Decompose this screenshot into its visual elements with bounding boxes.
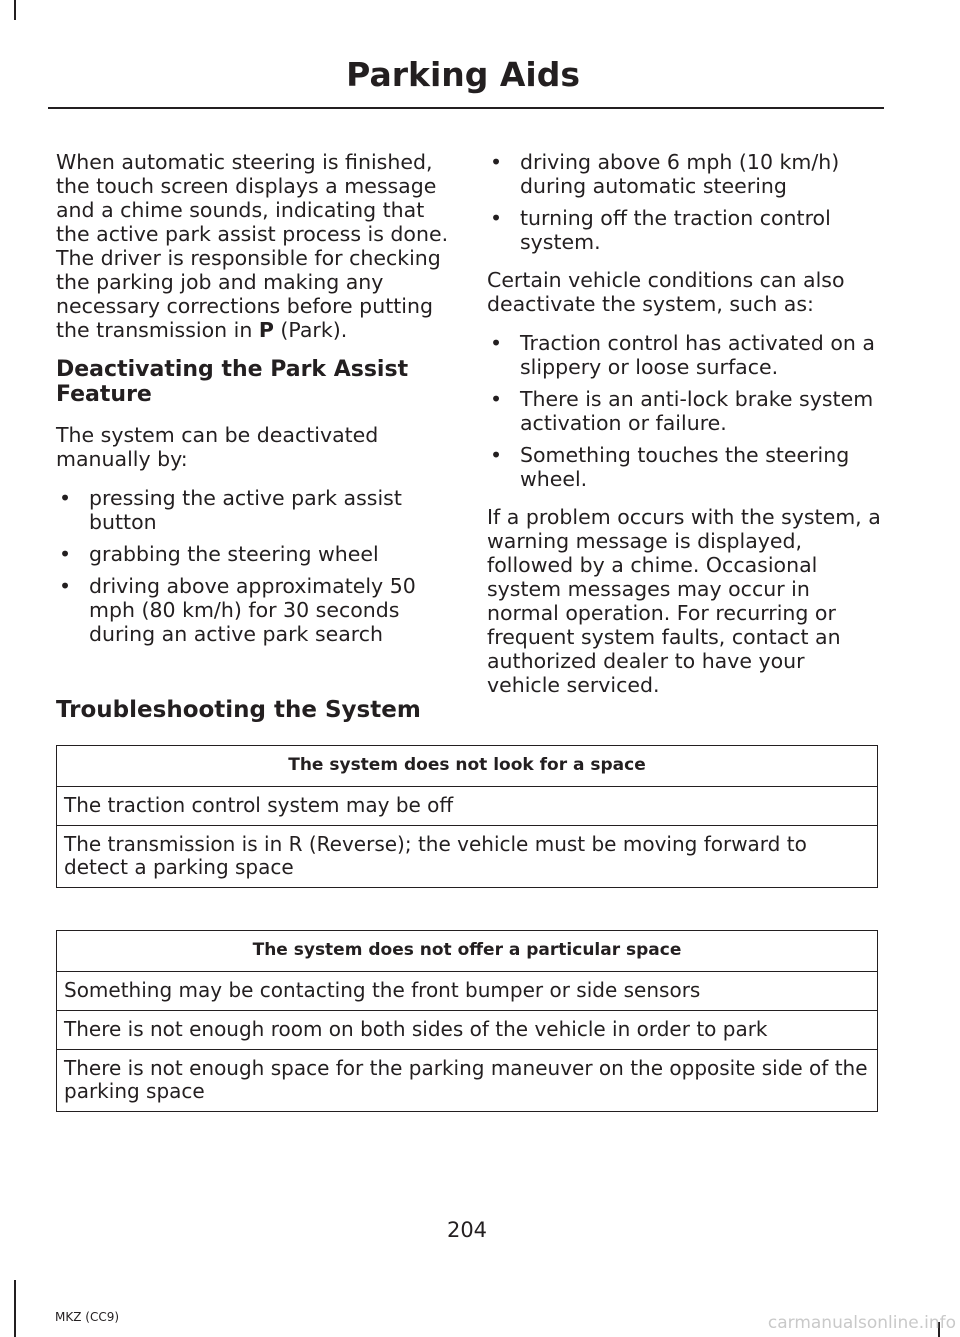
troubleshooting-heading: Troubleshooting the System <box>56 697 421 723</box>
table-cell: There is not enough space for the parking maneuver on the opposite side of the parking space <box>57 1050 878 1112</box>
bullet-icon: • <box>59 542 72 566</box>
table-row <box>57 972 878 1011</box>
table-cell: The transmission is in R (Reverse); the vehicle must be moving forward to detect a parking space <box>57 826 878 888</box>
page-number: 204 <box>446 1218 488 1242</box>
bullet-icon: • <box>490 150 503 174</box>
bullet-icon: • <box>59 486 72 510</box>
list-item-text: grabbing the steering wheel <box>89 542 379 566</box>
problem-paragraph: If a problem occurs with the system, a warning message is displayed, followed by a chime. Occasional system messages may occur in normal operation. For recurring or frequent system faults, contact an authorized dealer to have your vehicle serviced. <box>487 505 881 697</box>
list-item <box>487 206 882 254</box>
bullet-icon: • <box>59 574 72 598</box>
conditions-intro: Certain vehicle conditions can also deactivate the system, such as: <box>487 268 845 316</box>
list-item <box>56 486 451 534</box>
left-column <box>56 150 451 660</box>
list-item-text: driving above approximately 50 mph (80 km/h) for 30 seconds during an active park search <box>89 574 416 646</box>
list-item <box>487 387 882 435</box>
table-row <box>57 1011 878 1050</box>
troubleshooting-table-no-offer <box>56 930 878 1112</box>
manual-deactivation-list <box>56 486 451 646</box>
list-item <box>56 574 451 646</box>
intro-paragraph <box>56 150 451 342</box>
list-item-text: Traction control has activated on a slippery or loose surface. <box>520 331 875 379</box>
bullet-icon: • <box>490 206 503 230</box>
right-column <box>487 150 882 712</box>
table-header: The system does not look for a space <box>57 746 878 787</box>
list-item <box>487 331 882 379</box>
intro-text: When automatic steering is finished, the touch screen displays a message and a chime sounds, indicating that the active park assist process is done. The driver is responsible for checking the parking job and making any necessary corrections before putting the transmission in <box>56 150 449 342</box>
vehicle-conditions-list <box>487 331 882 491</box>
crop-mark-bottom-left <box>14 1280 16 1337</box>
bullet-icon: • <box>490 443 503 467</box>
bullet-icon: • <box>490 331 503 355</box>
park-letter: P <box>258 318 274 342</box>
table-cell: The traction control system may be off <box>57 787 878 826</box>
bullet-icon: • <box>490 387 503 411</box>
header-divider <box>48 107 884 109</box>
watermark: carmanualsonline.info <box>767 1313 956 1333</box>
deactivate-heading: Deactivating the Park Assist Feature <box>56 357 409 407</box>
table-row <box>57 787 878 826</box>
troubleshooting-table-no-search <box>56 745 878 888</box>
list-item-text: driving above 6 mph (10 km/h) during automatic steering <box>520 150 840 198</box>
list-item-text: pressing the active park assist button <box>89 486 402 534</box>
deactivate-intro: The system can be deactivated manually by: <box>56 423 379 471</box>
list-item <box>56 542 451 566</box>
crop-mark-top-left <box>14 0 16 20</box>
table-header-row <box>57 746 878 787</box>
table-cell: Something may be contacting the front bumper or side sensors <box>57 972 878 1011</box>
model-code: MKZ (CC9) <box>55 1310 120 1324</box>
page-title: Parking Aids <box>346 55 580 94</box>
list-item-text: There is an anti-lock brake system activation or failure. <box>520 387 874 435</box>
table-header-row <box>57 931 878 972</box>
table-row <box>57 826 878 888</box>
manual-deactivation-list-continued <box>487 150 882 254</box>
table-cell: There is not enough room on both sides of the vehicle in order to park <box>57 1011 878 1050</box>
table-row <box>57 1050 878 1112</box>
list-item <box>487 443 882 491</box>
list-item-text: turning off the traction control system. <box>520 206 831 254</box>
list-item <box>487 150 882 198</box>
park-suffix: (Park). <box>280 318 348 342</box>
list-item-text: Something touches the steering wheel. <box>520 443 850 491</box>
table-header: The system does not offer a particular space <box>57 931 878 972</box>
